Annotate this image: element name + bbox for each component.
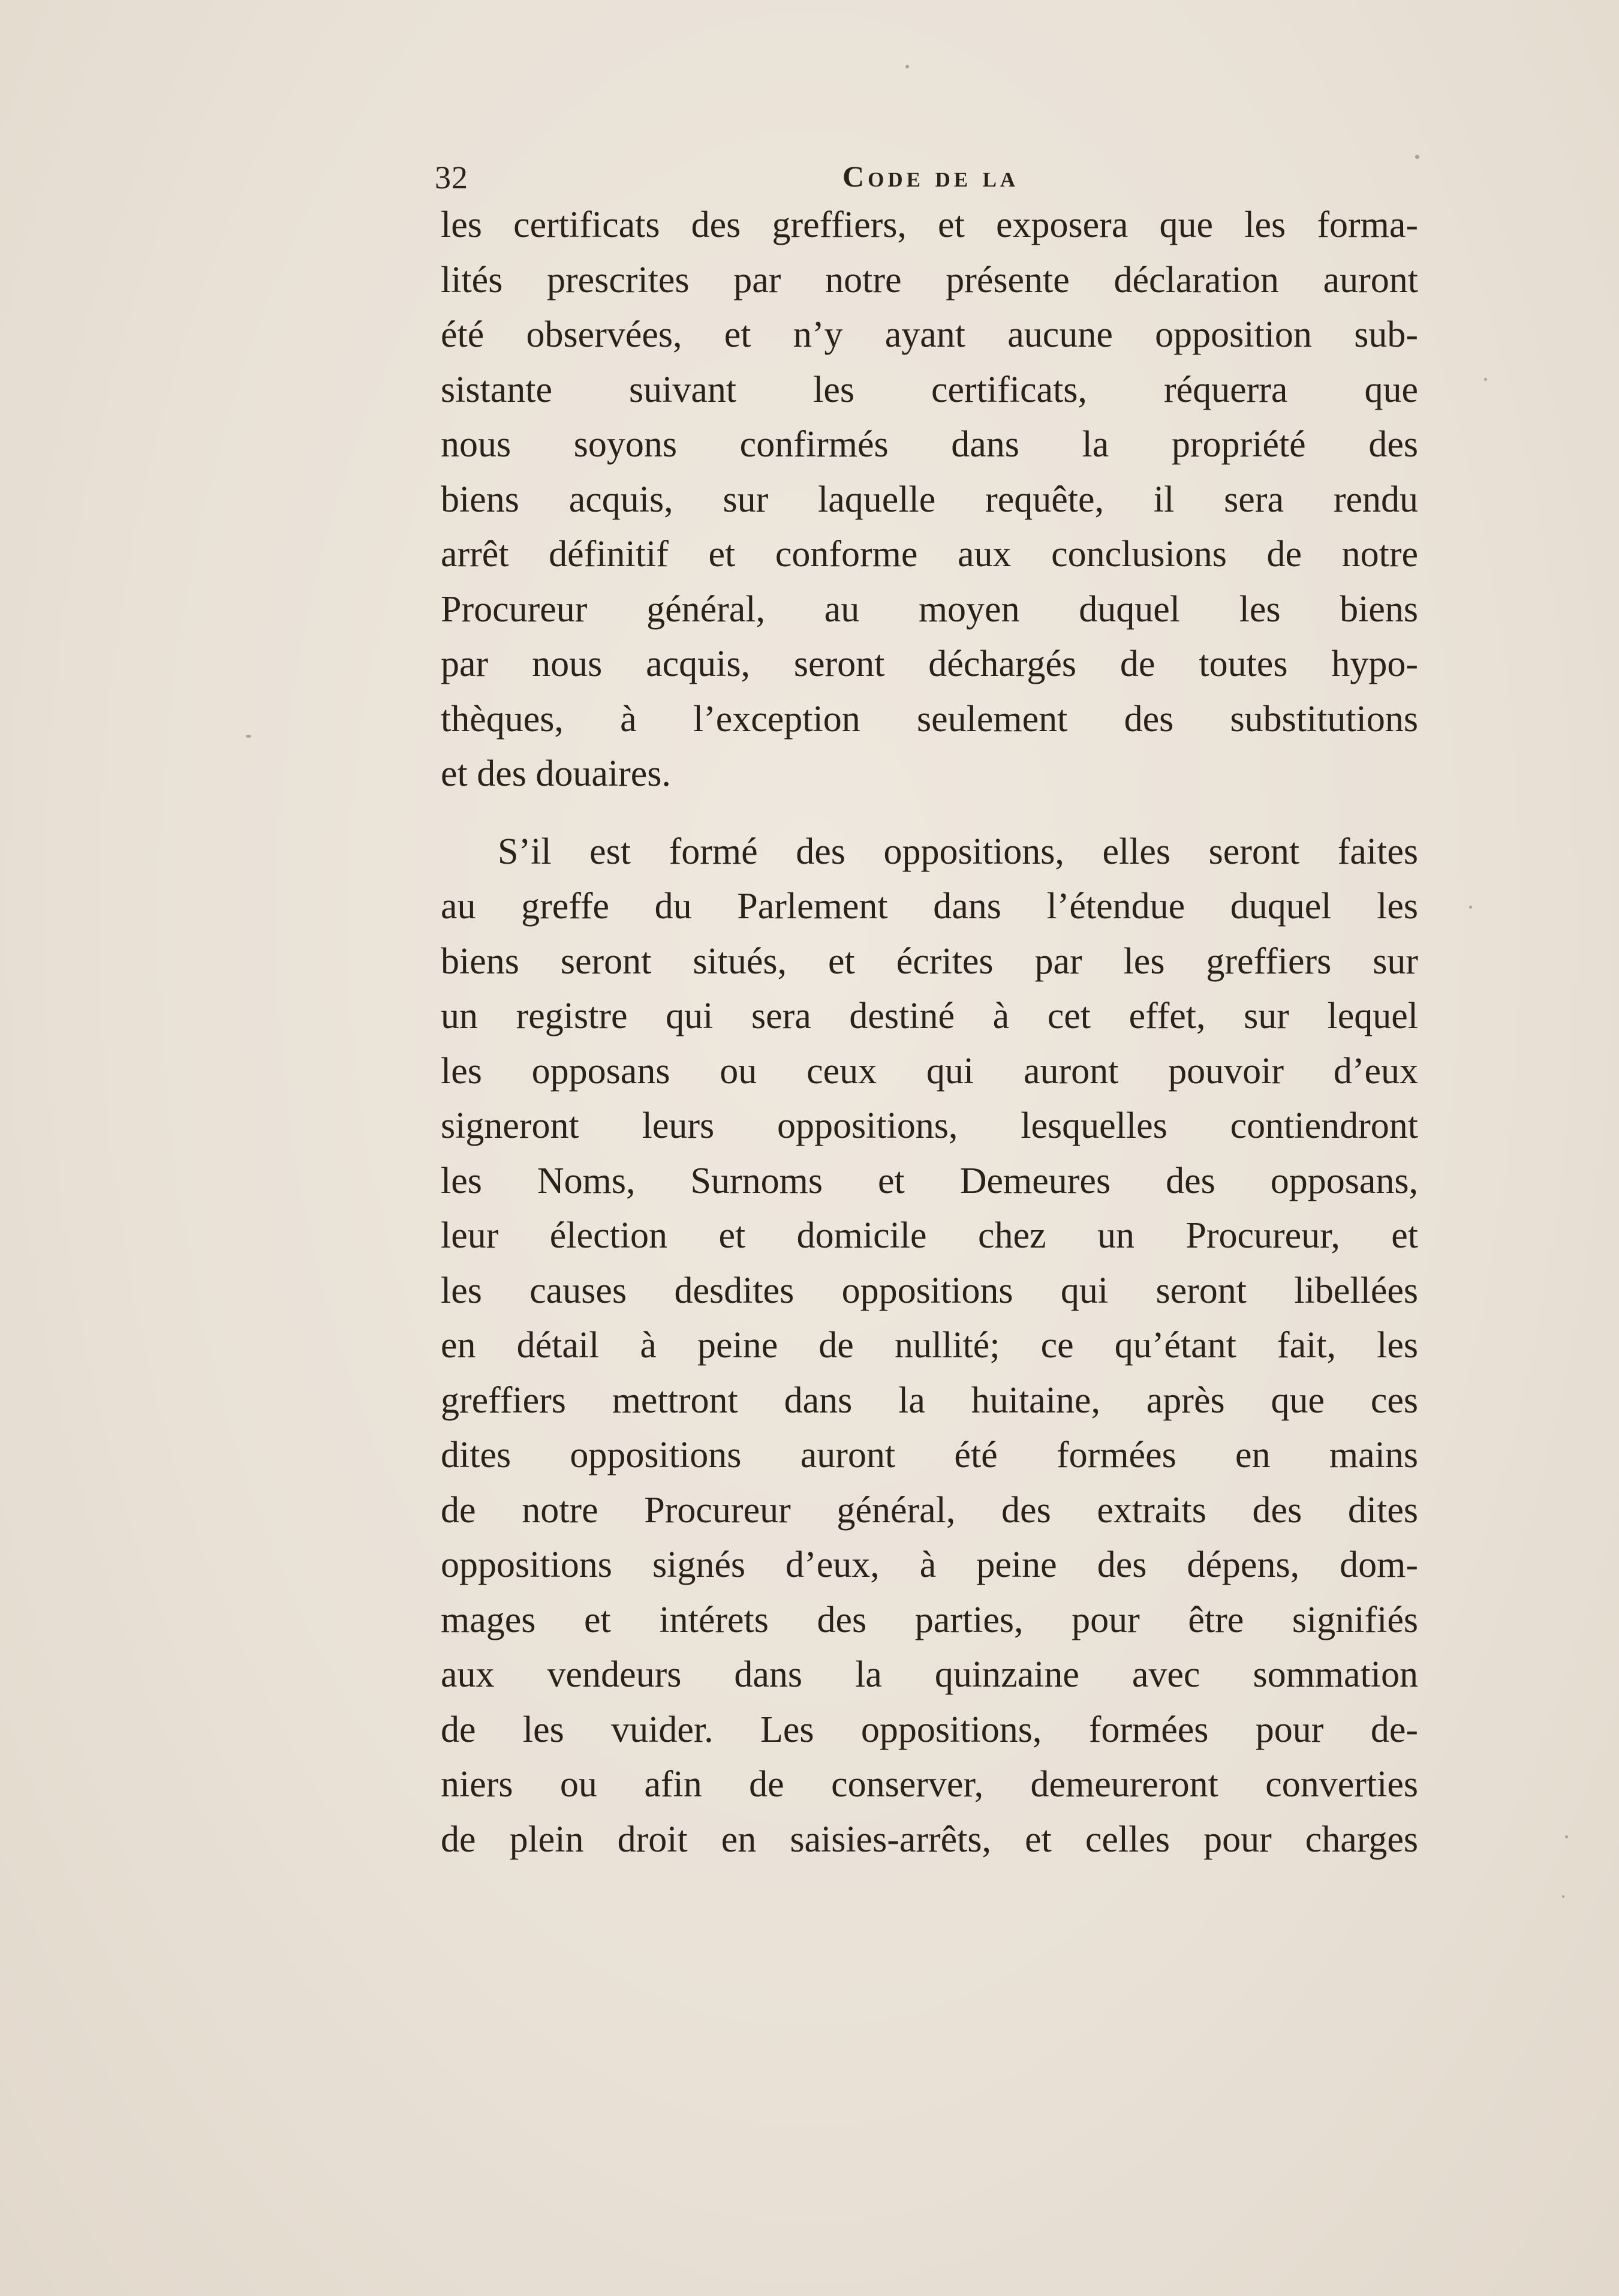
paper-speck <box>1415 155 1419 159</box>
paper-speck <box>1562 1895 1564 1898</box>
paragraph-gap <box>441 802 1418 825</box>
text-line: arrêt définitif et conforme aux conclusions de notre <box>441 534 1418 575</box>
text-line: de les vuider. Les oppositions, formées pour de- <box>441 1709 1418 1750</box>
text-line: de plein droit en saisies-arrêts, et celles pour charges <box>441 1819 1418 1860</box>
paragraph <box>441 825 1418 1868</box>
text-line: les opposans ou ceux qui auront pouvoir d’eux <box>441 1050 1418 1092</box>
text-line: greffiers mettront dans la huitaine, après que ces <box>441 1380 1418 1421</box>
text-line: de notre Procureur général, des extraits des dites <box>441 1489 1418 1531</box>
text-line: oppositions signés d’eux, à peine des dépens, dom- <box>441 1544 1418 1585</box>
paper-speck <box>1469 906 1472 909</box>
page-number: 32 <box>435 160 468 196</box>
text-line: sistante suivant les certificats, réquerra que <box>441 369 1418 410</box>
text-line: et des douaires. <box>441 753 671 794</box>
text-line: thèques, à l’exception seulement des substitutions <box>441 698 1418 740</box>
text-line: aux vendeurs dans la quinzaine avec sommation <box>441 1654 1418 1695</box>
text-line: un registre qui sera destiné à cet effet, sur lequel <box>441 996 1418 1036</box>
text-line: été observées, et n’y ayant aucune opposition sub- <box>441 314 1418 355</box>
text-line: signeront leurs oppositions, lesquelles contiendront <box>441 1105 1418 1146</box>
body-text <box>441 198 1418 1867</box>
paragraph <box>441 198 1418 802</box>
text-line: biens acquis, sur laquelle requête, il sera rendu <box>441 479 1418 520</box>
text-line: lités prescrites par notre présente déclaration auront <box>441 259 1418 300</box>
text-line: nous soyons confirmés dans la propriété des <box>441 424 1418 465</box>
text-line: niers ou afin de conserver, demeureront converties <box>441 1764 1418 1805</box>
text-line: S’il est formé des oppositions, elles seront faites <box>498 831 1418 872</box>
text-line: par nous acquis, seront déchargés de toutes hypo- <box>441 644 1418 684</box>
text-line: au greffe du Parlement dans l’étendue duquel les <box>441 886 1418 927</box>
text-line: les causes desdites oppositions qui seront libellées <box>441 1270 1418 1311</box>
paper-speck <box>1565 1835 1568 1838</box>
text-line: mages et intérets des parties, pour être signifiés <box>441 1599 1418 1640</box>
paper-speck <box>246 735 251 738</box>
paper-speck <box>905 65 909 68</box>
text-line: les Noms, Surnoms et Demeures des opposans, <box>441 1160 1418 1201</box>
text-line: dites oppositions auront été formées en mains <box>441 1435 1418 1475</box>
running-title: Code de la <box>842 160 1019 193</box>
text-line: Procureur général, au moyen duquel les biens <box>441 588 1418 630</box>
text-line: biens seront situés, et écrites par les greffiers sur <box>441 940 1418 982</box>
text-line: en détail à peine de nullité; ce qu’étant fait, les <box>441 1325 1418 1366</box>
running-head <box>435 159 1430 201</box>
text-line: les certificats des greffiers, et exposera que les forma- <box>441 205 1418 245</box>
text-line: leur élection et domicile chez un Procureur, et <box>441 1215 1418 1256</box>
paper-speck <box>1484 378 1487 381</box>
